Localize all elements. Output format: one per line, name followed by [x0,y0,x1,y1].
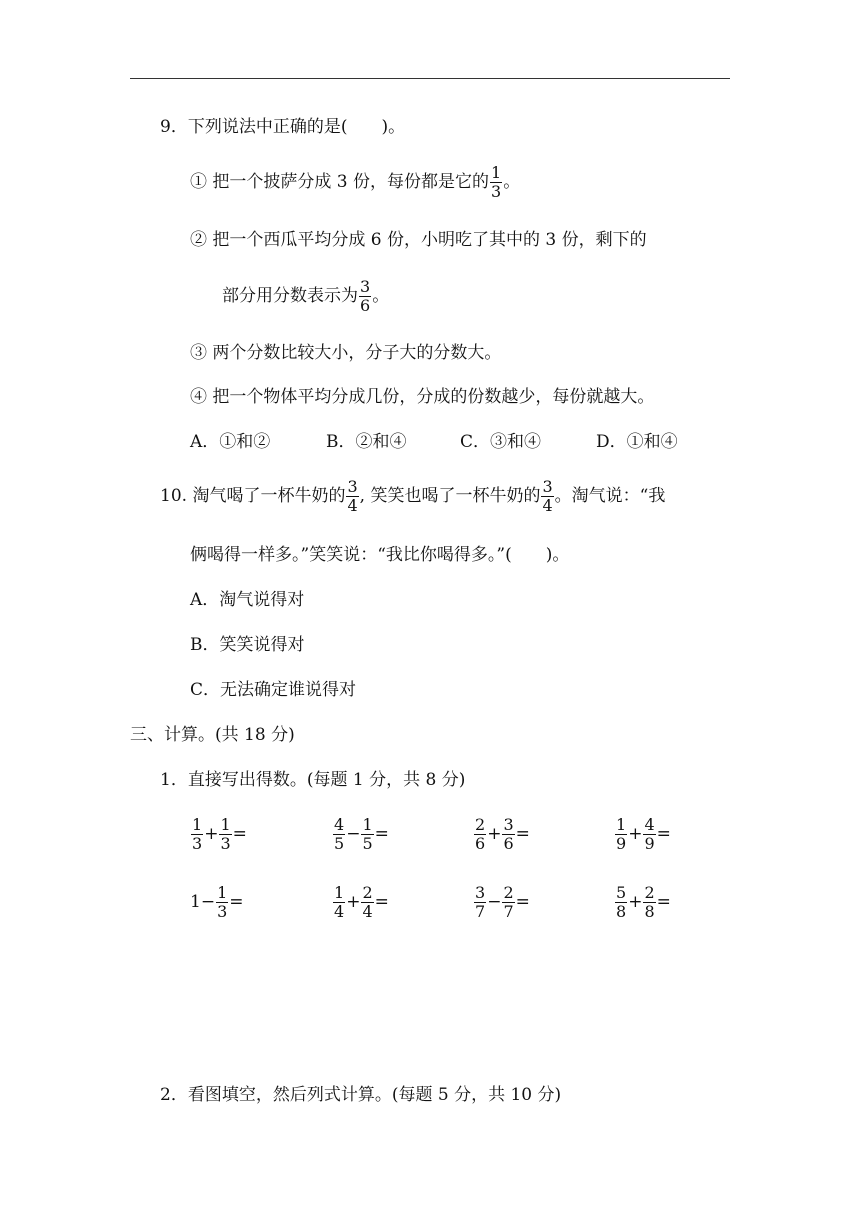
q9-statement-2-line2: 部分用分数表示为 $\frac{3}{6}$ 。 [222,277,390,315]
fraction: $\frac{3}{4}$ [542,477,553,515]
fraction: $\frac{2}{7}$ [503,883,514,921]
expression-8: $\frac{5}{8}$ + $\frac{2}{8}$ = [616,883,671,921]
fraction: $\frac{4}{9}$ [644,815,655,853]
q9-statement-2-line1: ② 把一个西瓜平均分成 6 份，小明吃了其中的 3 份，剩下的 [190,230,647,250]
q9-option-a[interactable]: A．①和② [190,432,271,452]
q9-statement-4: ④ 把一个物体平均分成几份，分成的份数越少，每份就越大。 [190,387,655,407]
fraction: $\frac{2}{8}$ [644,883,655,921]
fraction: $\frac{1}{9}$ [616,815,627,853]
q10-stem-line1: 10. 淘气喝了一杯牛奶的 $\frac{3}{4}$ , 笑笑也喝了一杯牛奶的 $\frac{3}{4}$ 。淘气说：“我 [160,477,666,515]
fraction: $\frac{3}{4}$ [347,477,358,515]
q9-option-b[interactable]: B．②和④ [326,432,407,452]
expression-6: $\frac{1}{4}$ + $\frac{2}{4}$ = [334,883,389,921]
expression-4: $\frac{1}{9}$ + $\frac{4}{9}$ = [616,815,671,853]
expression-5: 1− $\frac{1}{3}$ = [190,883,244,921]
q10-stem-line2: 俩喝得一样多。”笑笑说：“我比你喝得多。”( )。 [190,545,570,565]
section-3-title: 三、计算。(共 18 分) [130,725,295,745]
fraction: $\frac{2}{6}$ [475,815,486,853]
q9-statement-1: ① 把一个披萨分成 3 份，每份都是它的 $\frac{1}{3}$ 。 [190,163,521,201]
fraction: $\frac{3}{6}$ [360,277,371,315]
q10-option-b[interactable]: B．笑笑说得对 [190,635,305,655]
header-rule [130,78,730,79]
q9-option-c[interactable]: C．③和④ [460,432,542,452]
fraction: $\frac{3}{7}$ [475,883,486,921]
fraction: $\frac{3}{6}$ [503,815,514,853]
fraction: $\frac{1}{5}$ [362,815,373,853]
fraction: $\frac{1}{3}$ [220,815,231,853]
q9-options [190,430,678,454]
fraction: $\frac{2}{4}$ [362,883,373,921]
q10-option-a[interactable]: A．淘气说得对 [190,590,305,610]
fraction: $\frac{5}{8}$ [616,883,627,921]
expression-3: $\frac{2}{6}$ + $\frac{3}{6}$ = [475,815,530,853]
expression-2: $\frac{4}{5}$ − $\frac{1}{5}$ = [334,815,389,853]
q10-option-c[interactable]: C．无法确定谁说得对 [190,680,357,700]
expression-1: $\frac{1}{3}$ + $\frac{1}{3}$ = [192,815,247,853]
fraction: $\frac{1}{3}$ [192,815,203,853]
q9-statement-3: ③ 两个分数比较大小，分子大的分数大。 [190,343,502,363]
expression-7: $\frac{3}{7}$ − $\frac{2}{7}$ = [475,883,530,921]
q9-option-d[interactable]: D．①和④ [596,432,678,452]
fraction: $\frac{1}{3}$ [491,163,502,201]
fraction: $\frac{1}{4}$ [334,883,345,921]
fraction: $\frac{4}{5}$ [334,815,345,853]
section-3-q2-title: 2．看图填空，然后列式计算。(每题 5 分，共 10 分) [160,1085,562,1105]
fraction: $\frac{1}{3}$ [217,883,228,921]
q9-s1-text: ① 把一个披萨分成 3 份，每份都是它的 [190,172,490,192]
q9-stem: 9．下列说法中正确的是( )。 [160,117,406,137]
section-3-q1-title: 1．直接写出得数。(每题 1 分，共 8 分) [160,770,466,790]
